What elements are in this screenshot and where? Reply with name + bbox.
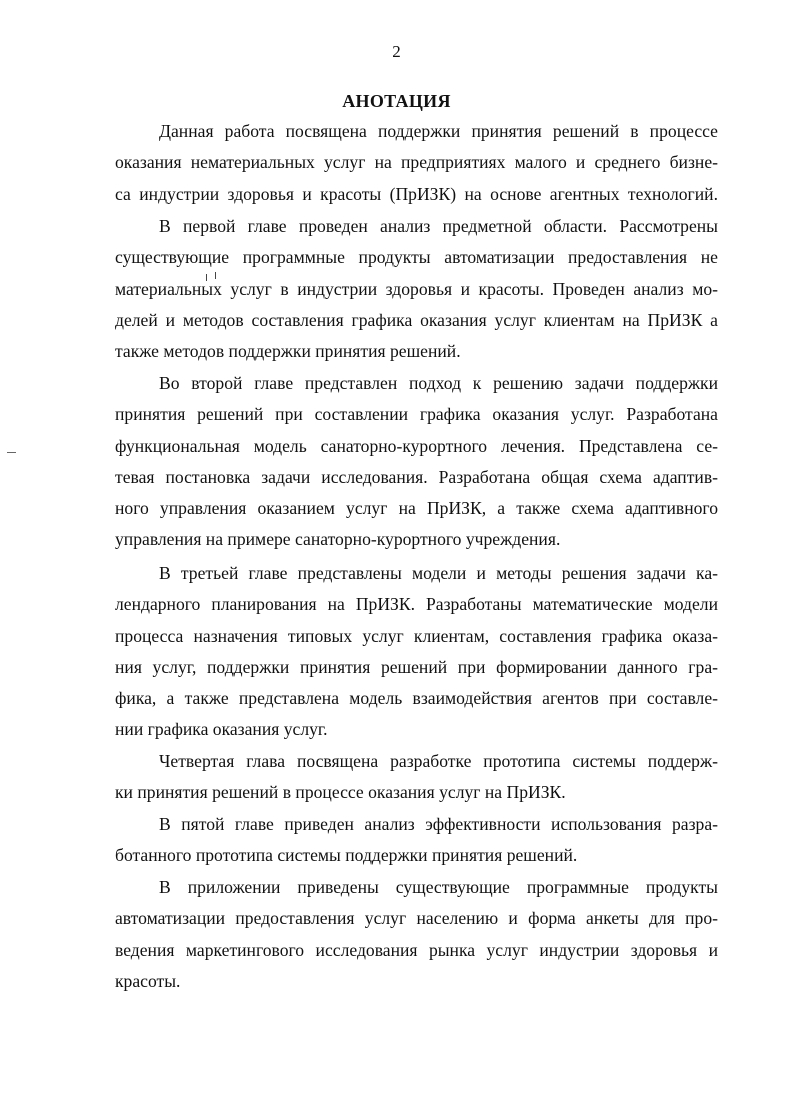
paragraph-line: оказания нематериальных услуг на предприятиях малого и среднего бизне- [115,152,718,173]
paragraph-7 [115,872,718,997]
paragraph-line: Четвертая глава посвящена разработке прототипа системы поддерж- [159,751,718,771]
paragraph-line: лендарного планирования на ПрИЗК. Разработаны математические модели [115,594,718,615]
paragraph-line: автоматизации предоставления услуг населению и форма анкеты для про- [115,908,718,929]
paragraph-line: принятия решений при составлении графика оказания услуг. Разработана [115,404,718,425]
paragraph-line: ния услуг, поддержки принятия решений при формировании данного гра- [115,656,718,677]
paragraph-line: В приложении приведены существующие программные продукты [159,877,718,897]
paragraph-line: ботанного прототипа системы поддержки принятия решений. [115,845,578,866]
paragraph-4 [115,558,718,746]
paragraph-3 [115,368,718,556]
paragraph-1 [115,116,718,210]
paragraph-line: тевая постановка задачи исследования. Разработана общая схема адаптив- [115,466,718,487]
paragraph-line: В третьей главе представлены модели и методы решения задачи ка- [159,563,718,583]
paragraph-line: Во второй главе представлен подход к решению задачи поддержки [159,373,718,393]
margin-dash [7,452,16,453]
paragraph-line: нии графика оказания услуг. [115,719,328,740]
paragraph-line: также методов поддержки принятия решений. [115,341,461,362]
paragraph-line: ного управления оказанием услуг на ПрИЗК, а также схема адаптивного [115,498,718,519]
paragraph-line: ки принятия решений в процессе оказания услуг на ПрИЗК. [115,782,566,803]
paragraph-line: процесса назначения типовых услуг клиентам, составления графика оказа- [115,625,718,646]
paragraph-line: существующие программные продукты автоматизации предоставления не [115,247,718,268]
paragraph-line: В первой главе проведен анализ предметной области. Рассмотрены [159,216,718,236]
paragraph-line: В пятой главе приведен анализ эффективности использования разра- [159,814,718,834]
paragraph-line: функциональная модель санаторно-курортного лечения. Представлена се- [115,435,718,456]
page-title: АНОТАЦИЯ [342,91,451,111]
paragraph-line: красоты. [115,970,181,991]
paragraph-5 [115,746,718,809]
paragraph-line: ведения маркетингового исследования рынка услуг индустрии здоровья и [115,939,718,960]
paragraph-line: делей и методов составления графика оказания услуг клиентам на ПрИЗК а [115,309,718,330]
paragraph-line: са индустрии здоровья и красоты (ПрИЗК) на основе агентных технологий. [115,183,718,204]
paragraph-6 [115,809,718,872]
paragraph-line: материальных услуг в индустрии здоровья и красоты. Проведен анализ мо- [115,278,718,299]
page-number: 2 [392,42,401,61]
paragraph-line: управления на примере санаторно-курортного учреждения. [115,529,561,550]
paragraph-2 [115,211,718,367]
paragraph-line: Данная работа посвящена поддержки принятия решений в процессе [159,121,718,141]
paragraph-line: фика, а также представлена модель взаимодействия агентов при составле- [115,688,718,709]
